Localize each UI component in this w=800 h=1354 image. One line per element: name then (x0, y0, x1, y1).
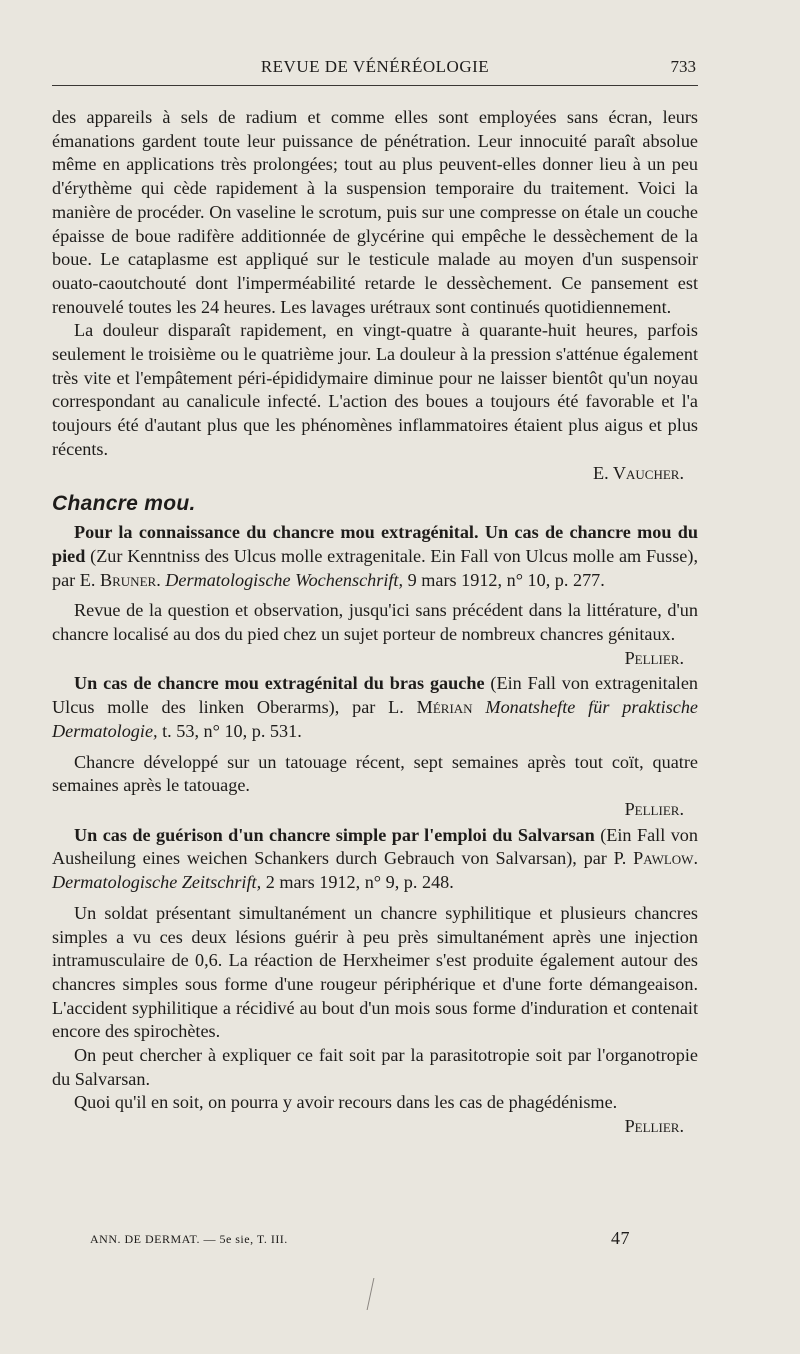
article-citation: 9 mars 1912, n° 10, p. 277. (403, 569, 605, 590)
article-journal: Monatshefte für praktische Dermatologie, (52, 697, 699, 741)
article-reference-sep: . (156, 569, 166, 590)
article-author: Mérian (416, 697, 473, 718)
signature: Pellier. (624, 798, 684, 819)
article-summary: Un soldat présentant simultanément un chancre syphilitique et plusieurs chancres simples a vu ces deux lésions guérir à peu près simultanément après une injection intramusculaire de 0,6. La réaction de Herxheimer s'est produite également autour des chancres simples sous forme d'une rougeur périphérique et d'une forte démangeaison. L'accident syphilitique a récidivé au bout d'un mois sous forme d'induration et contenait encore des spirochètes. (52, 902, 698, 1042)
article-reference: (Ein Fall von extragenitalen Ulcus molle des linken Oberarms), par L. (52, 673, 698, 718)
signature: Pellier. (624, 647, 684, 668)
page-number: 733 (670, 57, 696, 76)
article-heading (52, 672, 698, 743)
intro-paragraph: des appareils à sels de radium et comme elles sont employées sans écran, leurs émanations gardent toute leur puissance de pénétration. Leur innocuité paraît absolue même en applications très prolongées; tout au plus peuvent-elles donner lieu à un peu d'érythème qui cède rapidement à la suspension temporaire du traitement. Voici la manière de procéder. On vaseline le scrotum, puis sur une compresse on étale un couche épaisse de boue radifère additionnée de glycérine qui empêche le dessèchement de la boue. Le cataplasme est appliqué sur le testicule malade au moyen d'un suspensoir ouato-caoutchouté dont l'imperméabilité retarde le dessèchement. Ce pansement est renouvelé toutes les 24 heures. Les lavages urétraux sont continués quotidiennement. (52, 107, 698, 317)
article-summary: Revue de la question et observation, jusqu'ici sans précédent dans la littérature, d'un chancre localisé au dos du pied chez un sujet porteur de nombreux chancres génitaux. (52, 600, 698, 645)
article-author: Pawlow (633, 848, 694, 869)
article-citation: t. 53, n° 10, p. 531. (157, 720, 302, 741)
article-journal: Dermatologische Zeitschrift, (52, 872, 262, 893)
article-reference-sep: . (693, 848, 698, 869)
article-author: Bruner (99, 569, 157, 590)
article-heading (52, 521, 698, 592)
article-citation: 2 mars 1912, n° 9, p. 248. (261, 872, 454, 893)
section-title: Chancre mou. (52, 492, 196, 516)
article-heading (52, 824, 698, 895)
journal-title: REVUE DE VÉNÉRÉOLOGIE (260, 57, 490, 76)
article-reference: (Zur Kenntniss des Ulcus molle extragenitale. Ein Fall von Ulcus molle am Fusse), par E. (52, 545, 698, 590)
signature: E. Vaucher. (592, 462, 684, 483)
page-body (52, 106, 698, 1139)
signature-number: 47 (611, 1228, 630, 1248)
article-title: Un cas de chancre mou extragénital du bras gauche (74, 673, 485, 694)
running-header (52, 55, 698, 86)
article-title: Un cas de guérison d'un chancre simple par l'emploi du Salvarsan (74, 824, 595, 845)
article-journal: Dermatologische Wochenschrift, (165, 569, 404, 590)
pencil-mark (367, 1278, 389, 1310)
article-summary: On peut chercher à expliquer ce fait soit par la parasitotropie soit par l'organotropie du Salvarsan. (52, 1045, 698, 1089)
article-title: Pour la connaissance du chancre mou extragénital. Un cas de chancre mou du pied (52, 522, 698, 566)
signature: Pellier. (624, 1116, 684, 1137)
footer-signature-mark: ANN. DE DERMAT. — 5e sie, T. III. (90, 1232, 288, 1246)
article-summary: Quoi qu'il en soit, on pourra y avoir recours dans les cas de phagédénisme. (74, 1092, 618, 1113)
intro-paragraph-2: La douleur disparaît rapidement, en vingt-quatre à quarante-huit heures, parfois seulement le troisième ou le quatrième jour. La douleur à la pression s'atténue également très vite et l'empâtement péri-épididymaire diminue pour ne laisser bientôt qu'un noyau correspondant au canalicule infecté. L'action des boues a toujours été favorable et l'a toujours été d'autant plus que les phénomènes inflammatoires étaient plus aigus et plus récents. (52, 320, 698, 459)
page-footer (90, 1228, 630, 1256)
article-reference-sep (473, 697, 486, 717)
article-summary: Chancre développé sur un tatouage récent, sept semaines après tout coït, quatre semaines après le tatouage. (52, 751, 698, 796)
article-reference: (Ein Fall von Ausheilung eines weichen Schankers durch Gebrauch von Salvarsan), par P. (52, 824, 698, 869)
